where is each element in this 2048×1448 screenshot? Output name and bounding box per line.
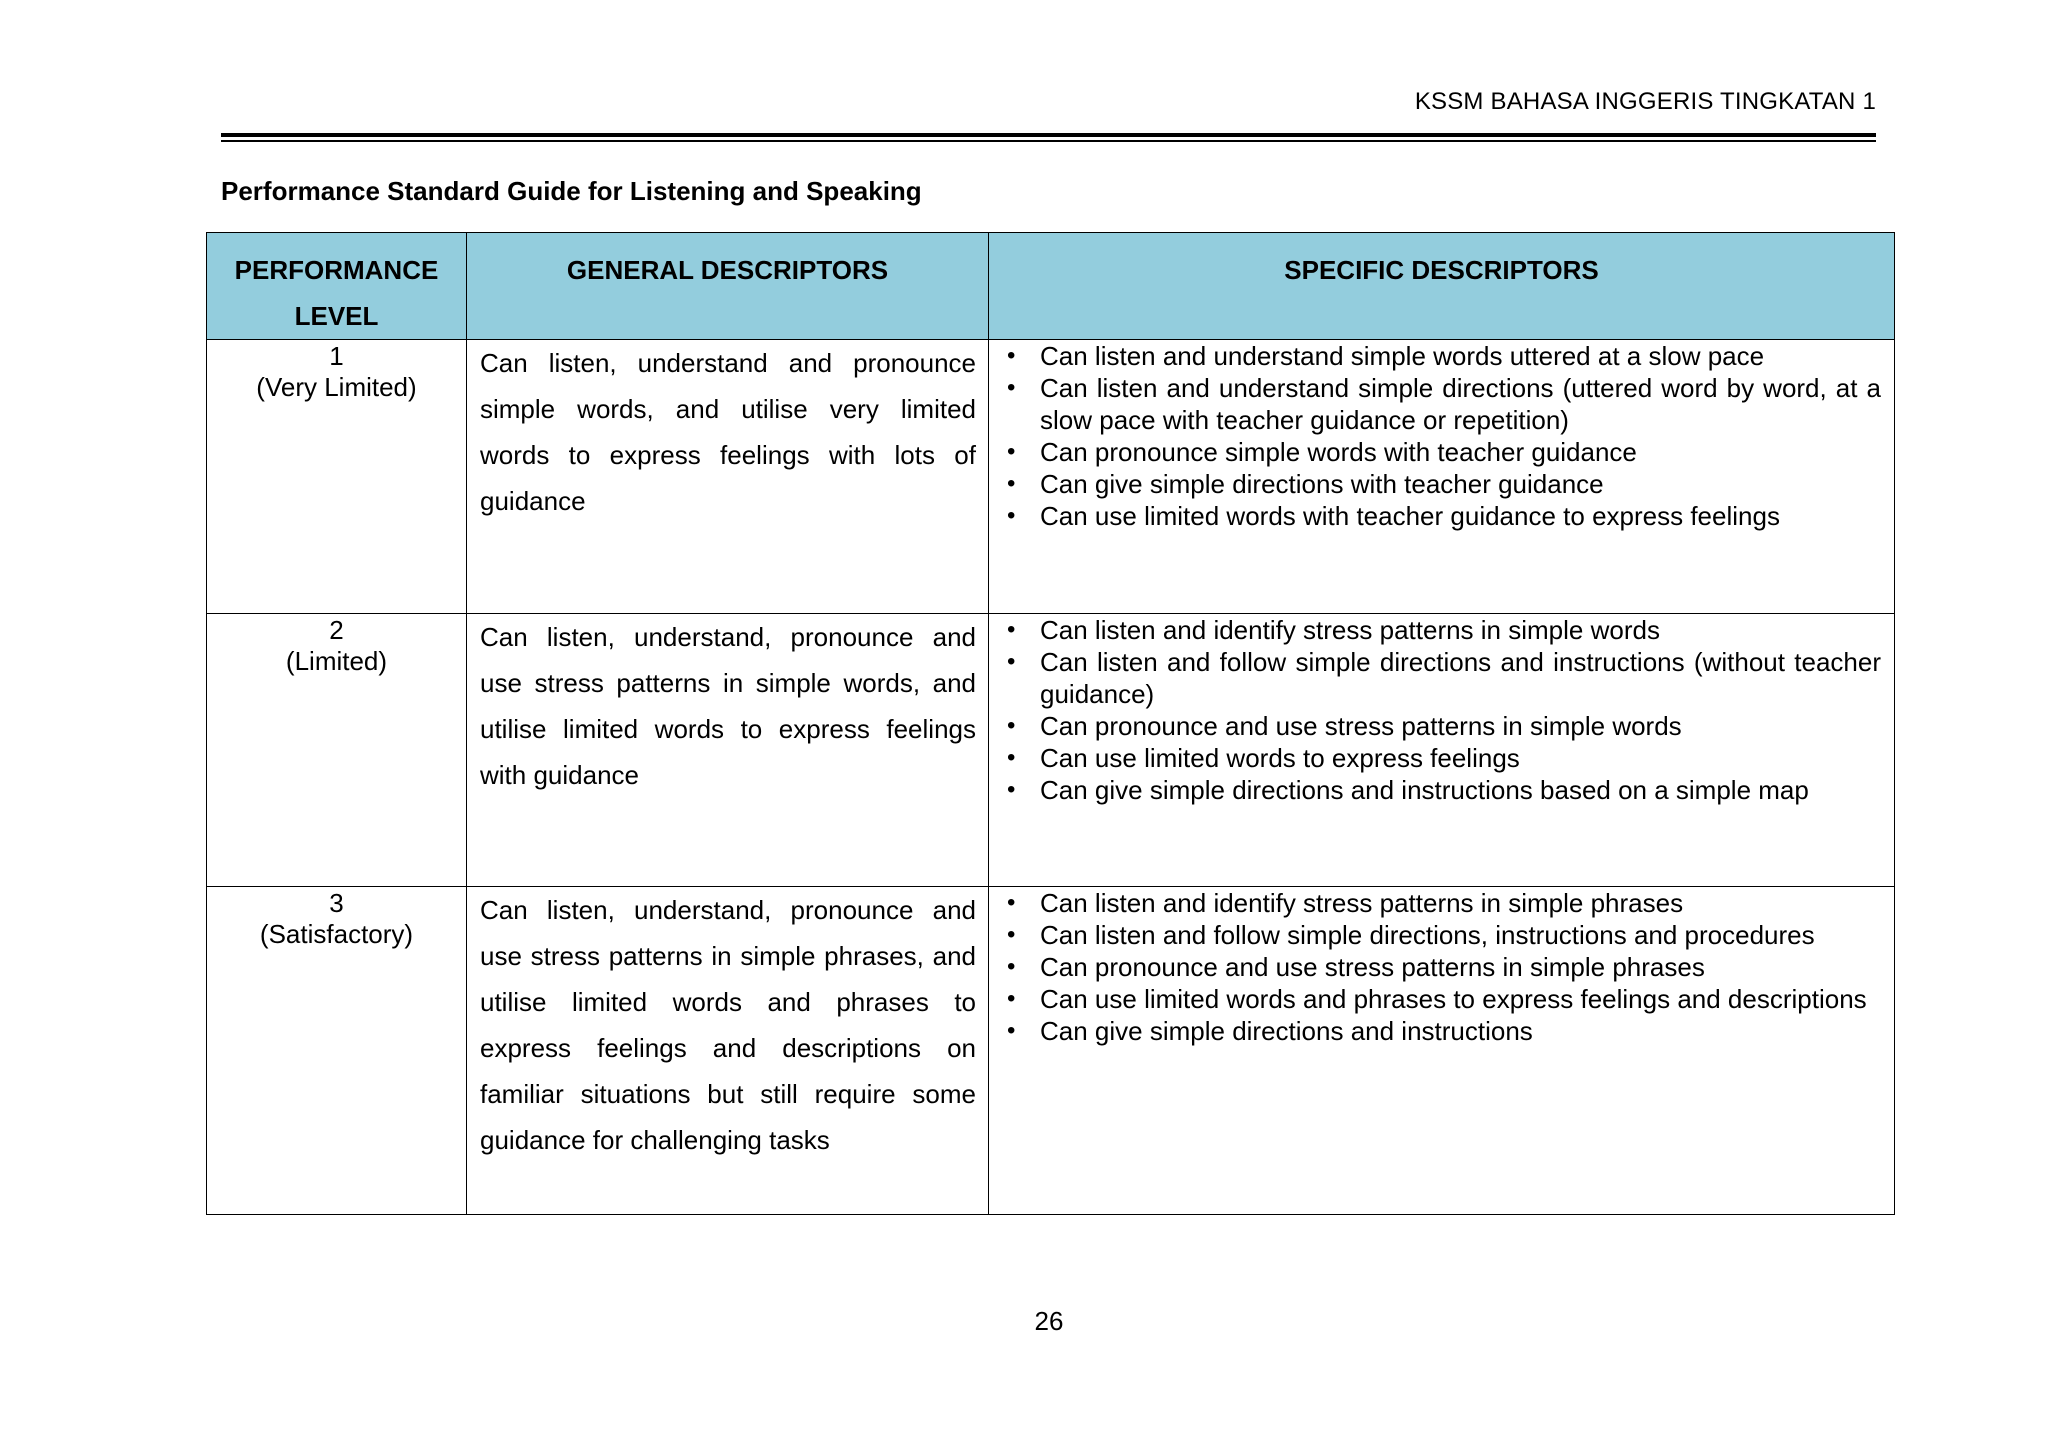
specific-descriptor-list [999, 614, 1881, 806]
level-number: 2 [329, 615, 344, 645]
column-header-general-descriptors: GENERAL DESCRIPTORS [467, 233, 989, 340]
table-row [207, 887, 1895, 1215]
table-row [207, 614, 1895, 887]
list-item: • Can listen and follow simple directions, instructions and procedures [999, 919, 1881, 951]
level-number: 1 [329, 341, 344, 371]
specific-descriptors [989, 887, 1895, 1215]
level-cell [207, 340, 467, 614]
list-item: • Can pronounce simple words with teacher guidance [999, 436, 1881, 468]
specific-descriptors [989, 340, 1895, 614]
list-item: • Can give simple directions and instructions [999, 1015, 1881, 1047]
list-item: • Can pronounce and use stress patterns in simple phrases [999, 951, 1881, 983]
list-item: • Can listen and understand simple directions (uttered word by word, at a slow pace with teacher guidance or repetition) [999, 372, 1881, 436]
running-header: KSSM BAHASA INGGERIS TINGKATAN 1 [1414, 88, 1876, 115]
level-number: 3 [329, 888, 344, 918]
general-descriptor: Can listen, understand, pronounce and use stress patterns in simple phrases, and utilise limited words and phrases to express feelings and descriptions on familiar situations but still require some guidance for challenging tasks [467, 887, 989, 1215]
column-header-specific-descriptors: SPECIFIC DESCRIPTORS [989, 233, 1895, 340]
list-item: • Can use limited words to express feelings [999, 742, 1881, 774]
table-row [207, 340, 1895, 614]
specific-descriptor-list [999, 887, 1881, 1047]
table-header-row [207, 233, 1895, 340]
list-item: • Can listen and identify stress patterns in simple words [999, 614, 1881, 646]
header-rule-thick [221, 133, 1876, 137]
list-item: • Can pronounce and use stress patterns in simple words [999, 710, 1881, 742]
level-label: (Very Limited) [256, 372, 417, 402]
level-label: (Limited) [285, 646, 388, 676]
list-item: • Can listen and understand simple words uttered at a slow pace [999, 340, 1881, 372]
level-cell [207, 614, 467, 887]
list-item: • Can listen and follow simple directions and instructions (without teacher guidance) [999, 646, 1881, 710]
specific-descriptor-list [999, 340, 1881, 532]
level-cell [207, 887, 467, 1215]
list-item: • Can give simple directions with teacher guidance [999, 468, 1881, 500]
general-descriptor: Can listen, understand and pronounce simple words, and utilise very limited words to express feelings with lots of guidance [467, 340, 989, 614]
list-item: • Can use limited words and phrases to express feelings and descriptions [999, 983, 1881, 1015]
level-label: (Satisfactory) [259, 919, 414, 949]
specific-descriptors [989, 614, 1895, 887]
section-title: Performance Standard Guide for Listening and Speaking [221, 176, 922, 206]
column-header-performance-level: PERFORMANCE LEVEL [207, 233, 467, 340]
list-item: • Can use limited words with teacher guidance to express feelings [999, 500, 1881, 532]
page-number: 26 [1034, 1306, 1064, 1336]
performance-standard-table [206, 232, 1895, 1215]
list-item: • Can give simple directions and instructions based on a simple map [999, 774, 1881, 806]
general-descriptor: Can listen, understand, pronounce and use stress patterns in simple words, and utilise limited words to express feelings with guidance [467, 614, 989, 887]
header-rule-thin [221, 140, 1876, 142]
list-item: • Can listen and identify stress patterns in simple phrases [999, 887, 1881, 919]
